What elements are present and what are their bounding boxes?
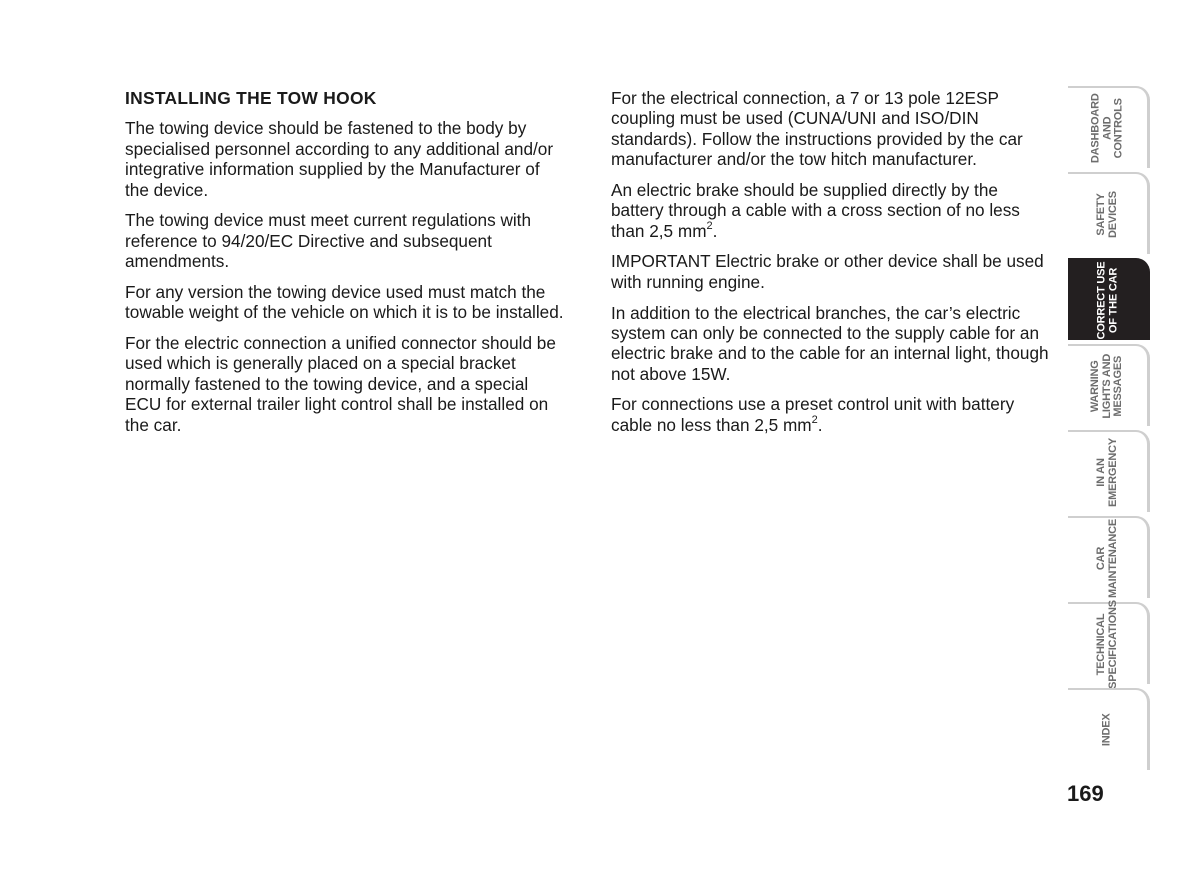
left-column <box>125 88 565 445</box>
tab-label: TECHNICAL SPECIFICATIONS <box>1095 599 1119 689</box>
tab-label: INDEX <box>1100 713 1113 747</box>
tab-label: CORRECT USE OF THE CAR <box>1095 261 1119 339</box>
page-number: 169 <box>1067 781 1104 806</box>
paragraph: The towing device should be fastened to the body by specialised personnel according to any additional and/or integrative information supplied by the Manufacturer of the device. <box>125 118 554 200</box>
tab-index[interactable] <box>1068 688 1150 770</box>
tab-technical-specifications[interactable] <box>1068 599 1150 689</box>
paragraph: The towing device must meet current regulations with reference to 94/20/EC Directive and subsequent amendments. <box>125 210 532 272</box>
tab-car-maintenance[interactable] <box>1068 516 1150 598</box>
tab-safety-devices[interactable] <box>1068 172 1150 254</box>
tab-label: SAFETY DEVICES <box>1095 190 1119 238</box>
paragraph-end: . <box>712 220 718 241</box>
paragraph: For the electrical connection, a 7 or 13 pole 12ESP coupling must be used (CUNA/UNI and ISO/DIN standards). Follow the instructions provided by the car manufacturer and/or the tow hitch manufacturer. <box>611 88 1023 170</box>
tab-warning-lights-and-messages[interactable] <box>1068 344 1150 426</box>
paragraph: For the electric connection a unified connector should be used which is generally placed on a special bracket normally fastened to the towing device, and a special ECU for external trailer light control shall be installed on the car. <box>125 332 556 435</box>
section-heading: INSTALLING THE TOW HOOK <box>125 88 377 108</box>
tab-correct-use-of-the-car[interactable] <box>1068 258 1150 340</box>
paragraph: For any version the towing device used must match the towable weight of the vehicle on which it is to be installed. <box>125 281 564 323</box>
paragraph <box>611 180 1051 241</box>
tab-label: DASHBOARD AND CONTROLS <box>1089 93 1125 163</box>
tab-dashboard-and-controls[interactable] <box>1068 86 1150 168</box>
paragraph <box>611 394 1051 435</box>
paragraph: IMPORTANT Electric brake or other device shall be used with running engine. <box>611 251 1044 292</box>
paragraph-text: An electric brake should be supplied directly by the battery through a cable with a cross section of no less than 2,5 mm <box>611 179 1020 241</box>
tab-in-an-emergency[interactable] <box>1068 430 1150 512</box>
superscript: 2 <box>811 414 818 427</box>
right-column <box>611 88 1051 446</box>
tab-label: IN AN EMERGENCY <box>1094 437 1119 507</box>
paragraph-text: For connections use a preset control unit with battery cable no less than 2,5 mm <box>611 394 1015 435</box>
tab-label: CAR MAINTENANCE <box>1095 518 1119 598</box>
superscript: 2 <box>706 220 713 232</box>
paragraph: In addition to the electrical branches, the car’s electric system can only be connected to the supply cable for an electric brake and to the cable for an internal light, though not above 15W. <box>611 302 1049 384</box>
tab-label: WARNING LIGHTS AND MESSAGES <box>1089 353 1125 419</box>
paragraph-end: . <box>817 414 823 435</box>
